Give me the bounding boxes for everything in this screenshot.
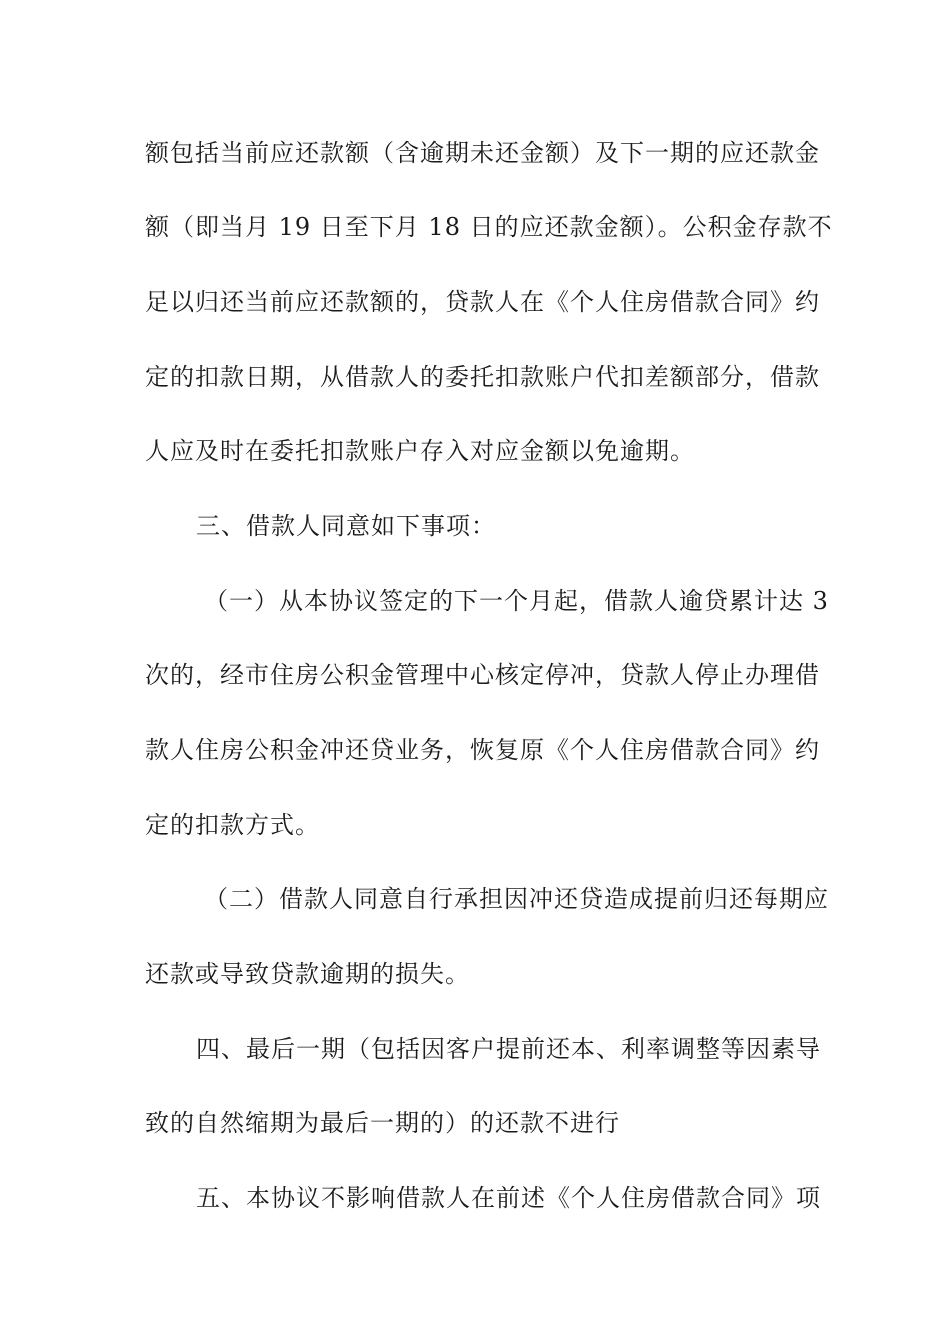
text-line: （二）借款人同意自行承担因冲还贷造成提前归还每期应	[204, 885, 829, 913]
text-line: 次的，经市住房公积金管理中心核定停冲，贷款人停止办理借	[145, 661, 820, 689]
text-line: 额包括当前应还款额（含逾期未还金额）及下一期的应还款金	[145, 139, 820, 167]
text-line: 定的扣款日期，从借款人的委托扣款账户代扣差额部分，借款	[145, 363, 820, 391]
text-line: 定的扣款方式。	[145, 811, 320, 839]
text-line: 款人住房公积金冲还贷业务，恢复原《个人住房借款合同》约	[145, 736, 820, 764]
text-line: 还款或导致贷款逾期的损失。	[145, 960, 470, 988]
text-line: 人应及时在委托扣款账户存入对应金额以免逾期。	[145, 437, 695, 465]
section-heading: 五、本协议不影响借款人在前述《个人住房借款合同》项	[196, 1184, 821, 1212]
section-heading: 四、最后一期（包括因客户提前还本、利率调整等因素导	[196, 1035, 821, 1063]
text-line: 足以归还当前应还款额的，贷款人在《个人住房借款合同》约	[145, 288, 820, 316]
section-heading: 三、借款人同意如下事项：	[196, 512, 496, 540]
text-line: 额（即当月 19 日至下月 18 日的应还款金额）。公积金存款不	[145, 213, 833, 241]
text-line: （一）从本协议签定的下一个月起，借款人逾贷累计达 3	[204, 587, 829, 615]
text-line: 致的自然缩期为最后一期的）的还款不进行	[145, 1109, 620, 1137]
